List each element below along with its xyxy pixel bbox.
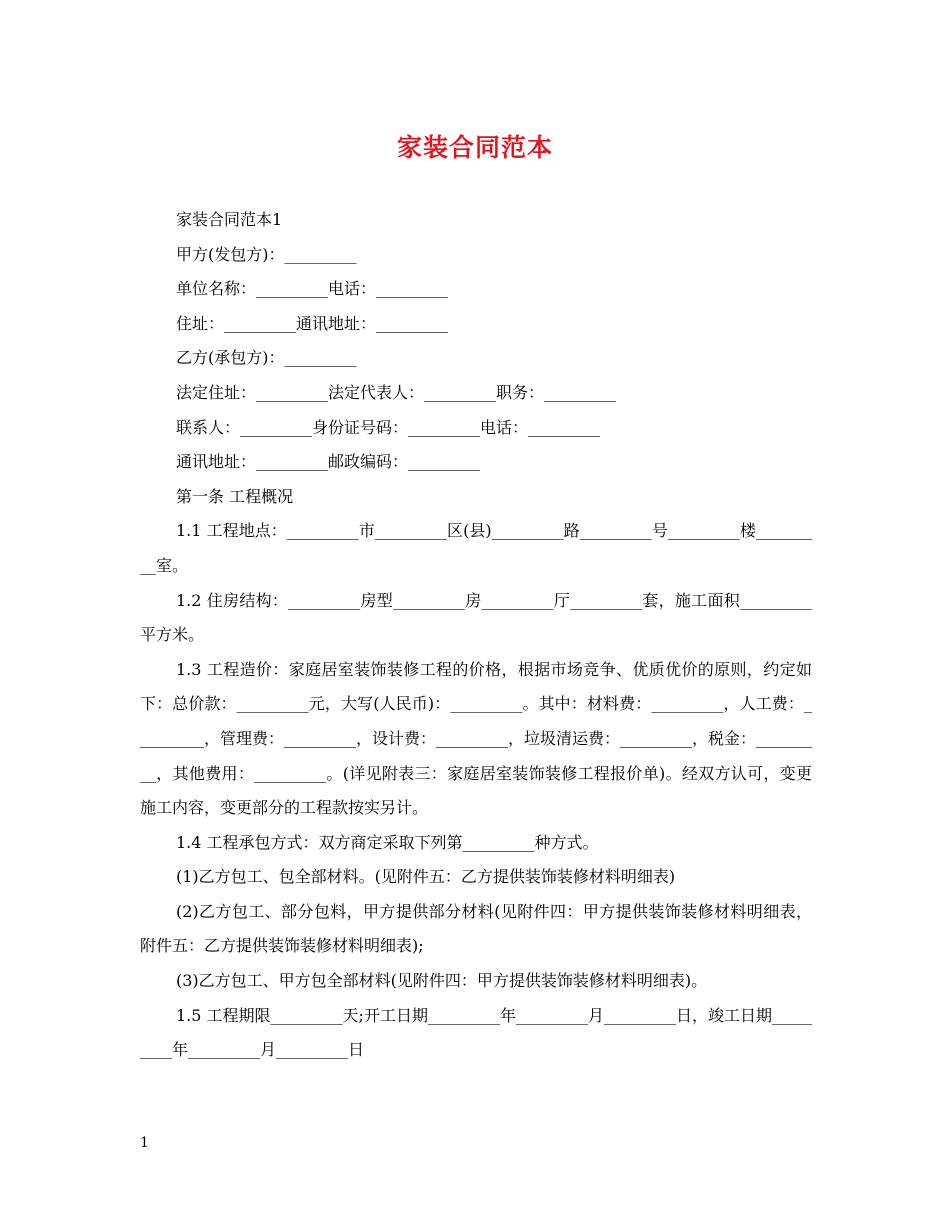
paragraph-1-1: 1.1 工程地点：_________市_________区(县)_________路_________号_________楼_________室。 bbox=[140, 521, 812, 575]
paragraph-legal-address: 法定住址：_________法定代表人：_________职务：_________ bbox=[176, 382, 617, 402]
paragraph-option-1: (1)乙方包工、包全部材料。(见附件五：乙方提供装饰装修材料明细表) bbox=[176, 867, 676, 887]
paragraph-1-5: 1.5 工程期限_________天;开工日期_________年_________月_________日，竣工日期_________年_________月_________日 bbox=[140, 1005, 812, 1060]
paragraph-contract-heading: 家装合同范本1 bbox=[176, 210, 283, 229]
document-title: 家装合同范本 bbox=[396, 133, 553, 162]
paragraph-1-4: 1.4 工程承包方式：双方商定采取下列第_________种方式。 bbox=[176, 832, 599, 852]
document-body bbox=[140, 203, 812, 1068]
paragraph-contact: 联系人：_________身份证号码：_________电话：_________ bbox=[176, 417, 601, 437]
page-number: 1 bbox=[140, 1135, 149, 1151]
paragraph-option-2: (2)乙方包工、部分包料，甲方提供部分材料(见附件四：甲方提供装饰装修材料明细表，附件五：乙方提供装饰装修材料明细表); bbox=[140, 901, 812, 956]
paragraph-party-a: 甲方(发包方)：_________ bbox=[176, 244, 357, 264]
paragraph-unit-name: 单位名称：_________电话：_________ bbox=[176, 279, 449, 299]
paragraph-1-2: 1.2 住房结构：_________房型_________房_________厅_________套，施工面积_________平方米。 bbox=[140, 590, 812, 645]
paragraph-option-3: (3)乙方包工、甲方包全部材料(见附件四：甲方提供装饰装修材料明细表)。 bbox=[176, 971, 708, 991]
paragraph-postal: 通讯地址：_________邮政编码：_________ bbox=[176, 452, 481, 472]
paragraph-party-b: 乙方(承包方)：_________ bbox=[176, 348, 357, 368]
paragraph-1-3: 1.3 工程造价：家庭居室装饰装修工程的价格，根据市场竞争、优质优价的原则，约定如下：总价款：_________元，大写(人民币)：_________。其中：材料费：_________，人工费：_________，管理费：_________，设计费：_________，垃圾清运费：_________，税金：_________，其他费用：_________。(详见附表三：家庭居室装饰装修工程报价单)。经双方认可，变更施工内容，变更部分的工程款按实另计。 bbox=[140, 659, 813, 818]
paragraph-article-one: 第一条 工程概况 bbox=[176, 486, 294, 506]
paragraph-address: 住址：_________通讯地址：_________ bbox=[176, 313, 449, 333]
